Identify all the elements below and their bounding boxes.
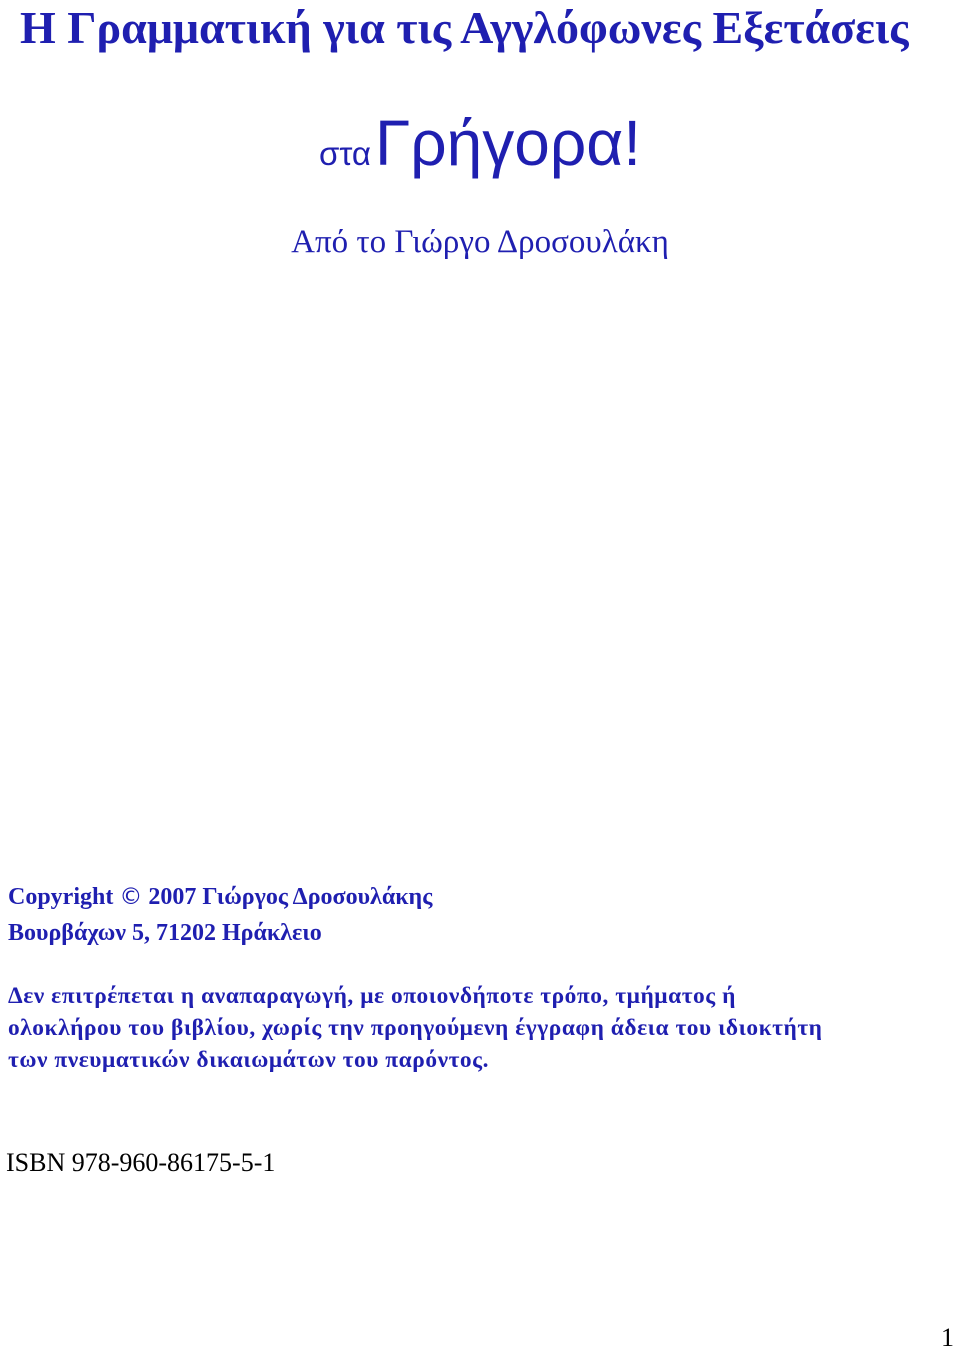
rights-notice-line: Δεν επιτρέπεται η αναπαραγωγή, με οποιονδήποτε τρόπο, τμήματος ή <box>8 983 736 1009</box>
copyright-symbol-icon: © <box>119 884 143 910</box>
rights-notice-line: ολοκλήρου του βιβλίου, χωρίς την προηγούμενη έγγραφη άδεια του ιδιοκτήτη <box>8 1015 823 1041</box>
book-title: Η Γραμματική για τις Αγγλόφωνες Εξετάσεις <box>20 2 909 53</box>
subtitle-prefix: στα <box>318 135 371 172</box>
rights-notice-line: των πνευματικών δικαιωμάτων του παρόντος. <box>8 1047 489 1073</box>
rights-notice <box>8 980 958 1076</box>
author-line: Από το Γιώργο Δροσουλάκη <box>291 224 669 260</box>
copyright-line <box>8 882 432 912</box>
copyright-holder: 2007 Γιώργος Δροσουλάκης <box>148 884 433 910</box>
book-subtitle <box>0 108 960 196</box>
address-line: Βουρβάχων 5, 71202 Ηράκλειο <box>8 920 322 946</box>
page-number: 1 <box>941 1323 954 1352</box>
copyright-label: Copyright <box>8 884 114 910</box>
subtitle-main: Γρήγορα! <box>374 107 642 179</box>
isbn-line: ISBN 978-960-86175-5-1 <box>6 1148 276 1177</box>
